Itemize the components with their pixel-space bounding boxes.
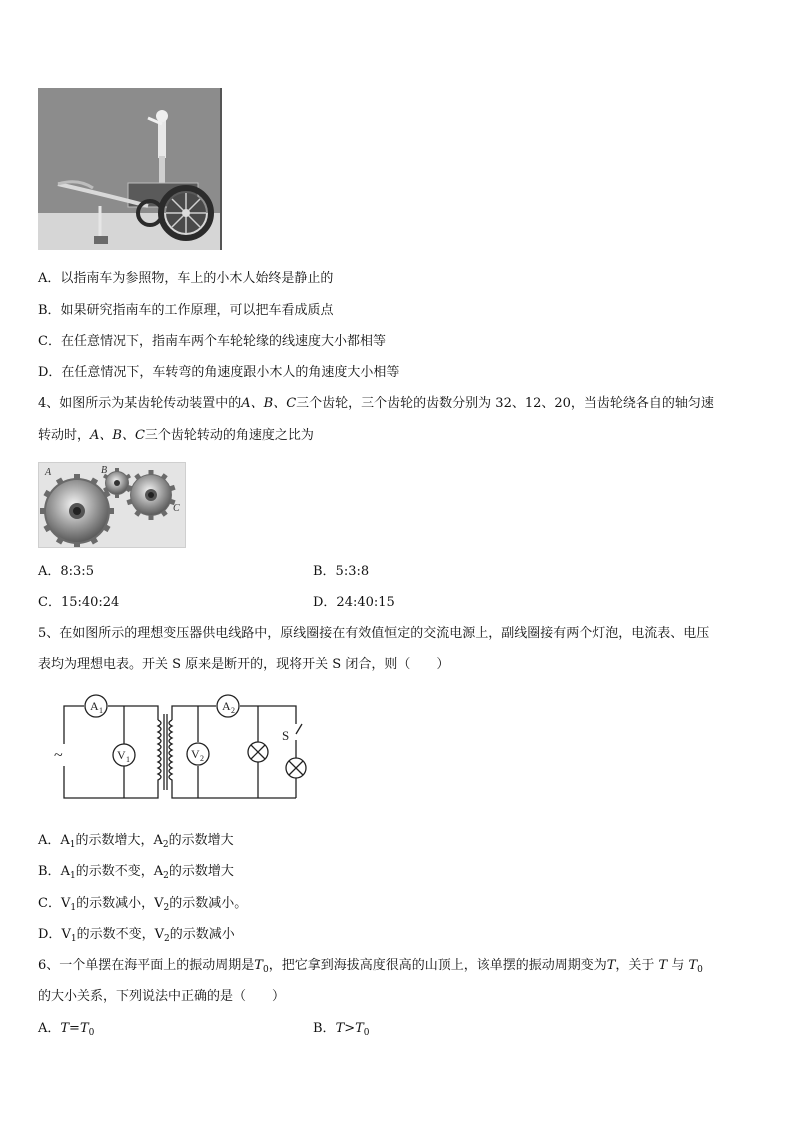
q6-var: T — [606, 958, 616, 973]
q4-text-part: 4、如图所示为某齿轮传动装置中的 — [38, 396, 242, 411]
q5-option-sub: 2 — [163, 871, 169, 881]
south-pointing-chariot-photo — [38, 88, 222, 250]
q5-option-sub: 1 — [70, 934, 77, 944]
ammeter-a1-label: A — [90, 699, 99, 713]
q4-vars: A、B、C — [241, 396, 297, 411]
q5-option-text: 的示数增大 — [168, 833, 234, 848]
q5-option-text: A． — [38, 833, 61, 848]
q5-text-line2: 表均为理想电表。开关 S 原来是断开的，现将开关 S 闭合，则（ ） — [38, 657, 450, 672]
voltmeter-v1-sub: 1 — [126, 755, 130, 764]
q6-option-a — [38, 1020, 94, 1042]
q6-var: T — [688, 958, 698, 973]
switch-s-label: S — [282, 728, 290, 743]
q5-option-text: 的示数减小。 — [169, 896, 248, 911]
q5-option-sub: 2 — [163, 934, 170, 944]
ammeter-a2-label: A — [222, 699, 231, 713]
q5-option-text: D． — [38, 927, 62, 942]
q5-option-sub: 2 — [163, 903, 170, 913]
gear-label-b: B — [101, 465, 108, 476]
q6-text-line2: 的大小关系，下列说法中正确的是（ ） — [38, 989, 286, 1004]
q6-var: T — [658, 958, 668, 973]
voltmeter-v1-label: V — [117, 748, 126, 762]
q6-sub: 0 — [88, 1028, 95, 1038]
q5-option-text: 的示数不变， — [75, 864, 154, 879]
q4-text-part: 三个齿轮，三个齿轮的齿数分别为 32、12、20，当齿轮绕各自的轴匀速 — [296, 396, 714, 411]
q6-option-expr: T>T — [335, 1021, 364, 1036]
q6-text-part: ，把它拿到海拔高度很高的山顶上，该单摆的振动周期变为 — [268, 958, 607, 973]
q4-text-line2 — [38, 427, 314, 445]
q4-option-d: D．24:40:15 — [313, 595, 395, 610]
gear-label-c: C — [173, 503, 180, 514]
q5-option-text: V — [154, 896, 164, 911]
q5-option-text: A — [153, 864, 164, 879]
ammeter-a2-sub: 2 — [231, 706, 235, 715]
q5-option-text: A — [60, 864, 70, 879]
q6-sub: 0 — [363, 1028, 370, 1038]
q4-text-part: 转动时， — [38, 428, 91, 443]
q5-option-text: A — [153, 833, 163, 848]
circuit-diagram — [50, 694, 310, 806]
voltmeter-v2-label: V — [191, 747, 200, 761]
q4-text-part: 三个齿轮转动的角速度之比为 — [144, 428, 314, 443]
q5-option-b — [38, 863, 234, 885]
q6-sub: 0 — [697, 965, 703, 975]
option-c: C．在任意情况下，指南车两个车轮轮缘的线速度大小都相等 — [38, 334, 386, 349]
option-b: B．如果研究指南车的工作原理，可以把车看成质点 — [38, 303, 334, 318]
q6-option-text: A． — [38, 1021, 61, 1036]
option-d: D．在任意情况下，车转弯的角速度跟小木人的角速度大小相等 — [38, 365, 400, 380]
q4-text-line1 — [38, 395, 714, 413]
q5-option-text: V — [154, 927, 164, 942]
q6-text-part: ，关于 — [615, 958, 655, 973]
q5-option-text: V — [60, 896, 71, 911]
q4-option-a: A．8:3:5 — [38, 564, 94, 579]
q5-option-text: C． — [38, 896, 61, 911]
q5-option-sub: 2 — [162, 840, 169, 850]
q5-option-a — [38, 832, 234, 854]
option-a: A．以指南车为参照物，车上的小木人始终是静止的 — [38, 271, 334, 286]
q6-option-text: B． — [313, 1021, 336, 1036]
q5-option-text: A — [60, 833, 70, 848]
gears-figure — [38, 462, 186, 548]
q5-option-text: 的示数减小， — [76, 896, 155, 911]
q5-option-sub: 1 — [70, 903, 77, 913]
q5-option-d — [38, 926, 235, 948]
q4-option-b: B．5:3:8 — [313, 564, 370, 579]
q5-option-text: 的示数增大， — [75, 833, 154, 848]
q5-option-sub: 1 — [69, 871, 76, 881]
q5-option-c — [38, 895, 247, 917]
ammeter-a1-sub: 1 — [99, 706, 103, 715]
q6-option-expr: T=T — [60, 1021, 89, 1036]
q5-option-sub: 1 — [69, 840, 76, 850]
chariot-illustration — [38, 88, 220, 250]
q5-text-line1: 5、在如图所示的理想变压器供电线路中，原线圈接在有效值恒定的交流电源上，副线圈接有两个灯泡，电流表、电压 — [38, 626, 710, 641]
q4-option-c: C．15:40:24 — [38, 595, 120, 610]
q6-text-part: 与 — [671, 958, 685, 973]
q6-sub: 0 — [262, 965, 269, 975]
q5-option-text: 的示数减小 — [169, 927, 235, 942]
q5-option-text: 的示数不变， — [76, 927, 155, 942]
ac-source-symbol: ~ — [54, 747, 63, 764]
transformer-circuit-figure — [50, 694, 310, 806]
q5-option-text: 的示数增大 — [168, 864, 234, 879]
q5-option-text: B． — [38, 864, 61, 879]
q6-var: T — [254, 958, 263, 973]
gear-label-a: A — [45, 467, 52, 478]
voltmeter-v2-sub: 2 — [200, 754, 204, 763]
q5-option-text: V — [61, 927, 71, 942]
q4-vars: A、B、C — [90, 428, 145, 443]
q6-text-part: 6、一个单摆在海平面上的振动周期是 — [38, 958, 255, 973]
q6-option-b — [313, 1020, 370, 1042]
gears-illustration — [39, 463, 185, 547]
q6-text-line1 — [38, 957, 703, 979]
